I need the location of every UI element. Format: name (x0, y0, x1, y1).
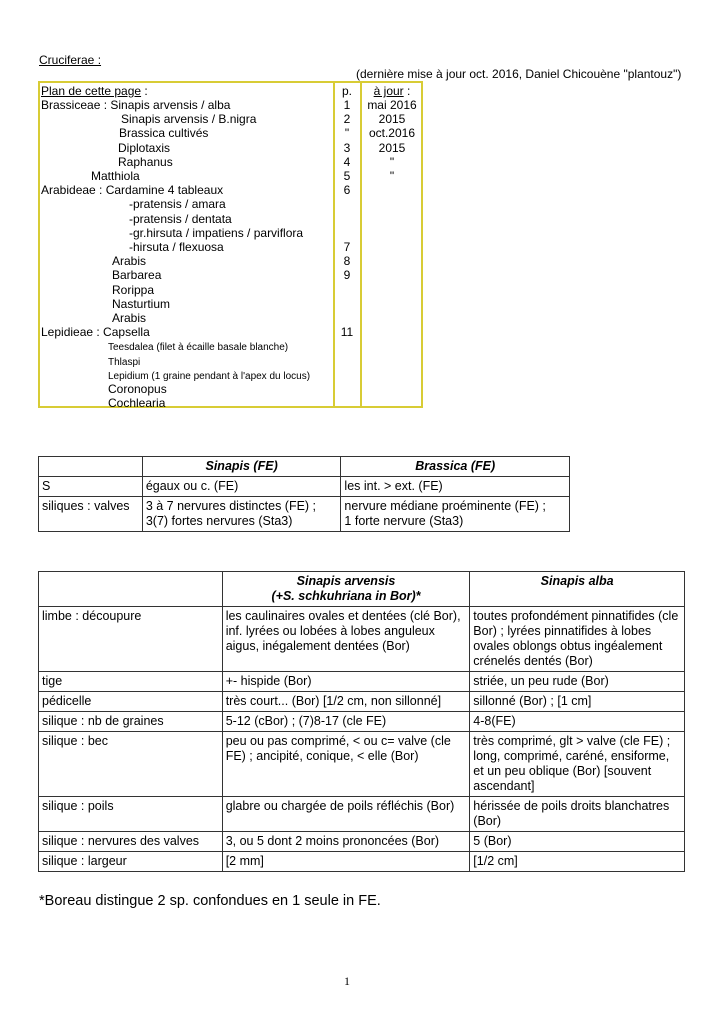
table-row (39, 852, 685, 872)
table-cell: très comprimé, glt > valve (cle FE) ; long, comprimé, caréné, ensiforme, et un peu oblique (Bor) [souvent ascendant] (470, 732, 685, 797)
plan-item-page: 2 (343, 112, 351, 127)
plan-header (41, 84, 148, 98)
plan-item-label: Arabis (112, 311, 147, 325)
plan-item-update: 2015 (378, 112, 406, 127)
row-label-cell: S (39, 477, 143, 497)
table-header-cell (39, 457, 143, 477)
plan-item-label: Coronopus (108, 382, 167, 396)
table-row (39, 607, 685, 672)
plan-item-page: 5 (343, 169, 351, 183)
plan-item-page: 11 (340, 325, 354, 340)
plan-item-label: -hirsuta / flexuosa (129, 240, 224, 254)
table-cell: [2 mm] (222, 852, 470, 872)
row-label-cell: tige (39, 672, 223, 692)
table-header-cell: Sinapis alba (470, 572, 685, 607)
plan-header-p: p. (341, 84, 352, 98)
plan-item-label: Nasturtium (112, 296, 171, 311)
table-row (39, 797, 685, 832)
row-label-cell: silique : poils (39, 797, 223, 832)
plan-item-update: 2015 (378, 140, 406, 155)
plan-item-update: " (389, 169, 395, 183)
plan-item-label: Sinapis arvensis / B.nigra (121, 112, 257, 127)
table-cell: [1/2 cm] (470, 852, 685, 872)
table-cell: 4-8(FE) (470, 712, 685, 732)
plan-item-label: Brassiceae : Sinapis arvensis / alba (41, 98, 231, 112)
table-cell: les caulinaires ovales et dentées (clé Bor), inf. lyrées ou lobées à lobes anguleux aigus, inégalement dentées (Bor) (222, 607, 470, 672)
table-cell: sillonné (Bor) ; [1 cm] (470, 692, 685, 712)
plan-header-suffix: : (141, 84, 148, 98)
plan-item-label: Arabideae : Cardamine 4 tableaux (41, 183, 224, 198)
plan-item-label: Lepidieae : Capsella (41, 325, 150, 340)
table-cell: les int. > ext. (FE) (341, 477, 570, 497)
table-cell: 3, ou 5 dont 2 moins prononcées (Bor) (222, 832, 470, 852)
table-cell: 3 à 7 nervures distinctes (FE) ; 3(7) fortes nervures (Sta3) (142, 497, 341, 532)
plan-header-label: Plan de cette page (41, 84, 142, 98)
plan-item-page: 3 (343, 140, 351, 155)
plan-item-update: oct.2016 (368, 126, 416, 141)
plan-item-page: 1 (343, 98, 351, 112)
plan-item-label: Arabis (112, 254, 147, 269)
plan-item-label: -gr.hirsuta / impatiens / parviflora (129, 225, 304, 240)
plan-item-page: 4 (343, 154, 351, 169)
update-note: (dernière mise à jour oct. 2016, Daniel Chicouène "plantouz") (356, 67, 682, 81)
table-header-cell: Sinapis (FE) (142, 457, 341, 477)
table-cell: +- hispide (Bor) (222, 672, 470, 692)
row-label-cell: silique : bec (39, 732, 223, 797)
plan-item-label: Barbarea (112, 268, 162, 283)
row-label-cell: pédicelle (39, 692, 223, 712)
table-header-cell (39, 572, 223, 607)
table-cell: 5-12 (cBor) ; (7)8-17 (cle FE) (222, 712, 470, 732)
plan-item-label: Teesdalea (filet à écaille basale blanche) (108, 342, 289, 354)
table-row (39, 732, 685, 797)
table-row (39, 692, 685, 712)
plan-header-jour (362, 84, 422, 98)
plan-item-label: Thlaspi (108, 356, 141, 368)
sinapis-brassica-table (38, 456, 570, 532)
table-header-row (39, 457, 570, 477)
plan-item-label: Raphanus (118, 154, 173, 169)
plan-item-page: " (344, 126, 350, 141)
plan-item-update: mai 2016 (367, 98, 417, 112)
table-cell: égaux ou c. (FE) (142, 477, 341, 497)
table-cell: striée, un peu rude (Bor) (470, 672, 685, 692)
table-row (39, 832, 685, 852)
plan-item-page: 7 (343, 240, 351, 254)
table-row (39, 712, 685, 732)
plan-header-jour-label: à jour (373, 84, 404, 98)
table-header-cell: Sinapis arvensis (+S. schkuhriana in Bor)* (222, 572, 470, 607)
plan-header-jour-suffix: : (403, 84, 411, 98)
table-row (39, 672, 685, 692)
row-label-cell: silique : largeur (39, 852, 223, 872)
plan-box (38, 81, 423, 411)
table-cell: hérissée de poils droits blanchatres (Bor) (470, 797, 685, 832)
table-header-row (39, 572, 685, 607)
row-label-cell: silique : nb de graines (39, 712, 223, 732)
plan-item-label: -pratensis / amara (129, 197, 226, 212)
row-label-cell: siliques : valves (39, 497, 143, 532)
plan-item-page: 8 (343, 254, 351, 269)
table-cell: très court... (Bor) [1/2 cm, non sillonné] (222, 692, 470, 712)
footnote: *Boreau distingue 2 sp. confondues en 1 seule in FE. (39, 893, 381, 909)
page-number: 1 (344, 974, 350, 988)
table-cell: toutes profondément pinnatifides (cle Bor) ; lyrées pinnatifides à lobes ovales oblongs obtus ingéalement crénelés dentés (Bor) (470, 607, 685, 672)
sinapis-species-table (38, 571, 685, 872)
plan-item-label: Matthiola (91, 169, 140, 183)
table-cell: nervure médiane proéminente (FE) ; 1 forte nervure (Sta3) (341, 497, 570, 532)
table-row (39, 477, 570, 497)
plan-item-label: Rorippa (112, 282, 155, 297)
row-label-cell: silique : nervures des valves (39, 832, 223, 852)
plan-item-update: " (389, 154, 395, 169)
table-cell: peu ou pas comprimé, < ou c= valve (cle FE) ; ancipité, conique, < elle (Bor) (222, 732, 470, 797)
plan-item-page: 6 (343, 183, 351, 198)
table-cell: glabre ou chargée de poils réfléchis (Bor) (222, 797, 470, 832)
plan-item-label: Diplotaxis (118, 140, 171, 155)
table-cell: 5 (Bor) (470, 832, 685, 852)
plan-item-label: Brassica cultivés (119, 126, 209, 141)
plan-item-label: -pratensis / dentata (129, 211, 232, 226)
page-title: Cruciferae : (39, 53, 102, 67)
plan-item-label: Lepidium (1 graine pendant à l'apex du locus) (108, 370, 311, 382)
table-header-cell: Brassica (FE) (341, 457, 570, 477)
table-row (39, 497, 570, 532)
plan-item-page: 9 (343, 268, 351, 283)
row-label-cell: limbe : découpure (39, 607, 223, 672)
plan-item-label: Cochlearia (108, 396, 166, 411)
